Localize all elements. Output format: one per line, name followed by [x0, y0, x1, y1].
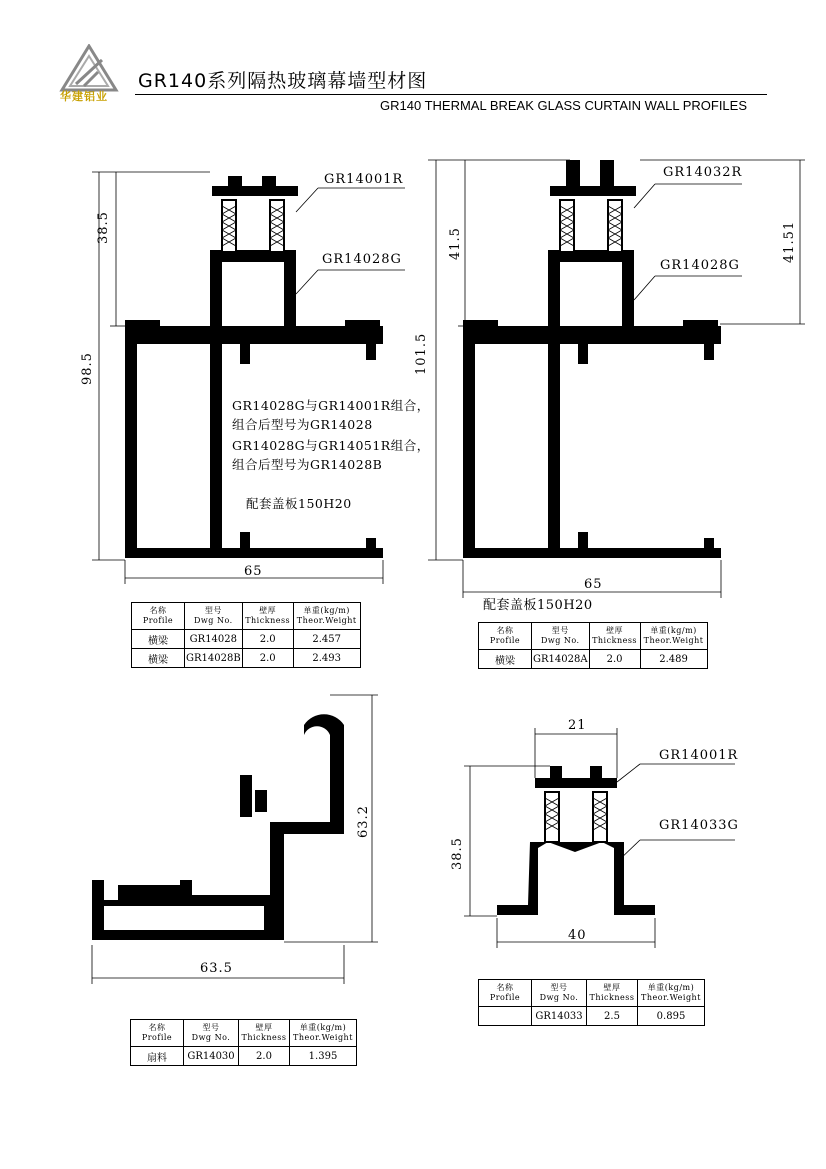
- dim-63-5: 63.5: [200, 961, 233, 976]
- callout-gr14033g: GR14033G: [659, 818, 739, 833]
- profile-gr14030: [92, 714, 344, 940]
- callout-gr14032r: GR14032R: [663, 165, 743, 180]
- cover-note-2: 配套盖板150H20: [483, 598, 593, 613]
- table-row: 扇料 GR14030 2.0 1.395: [131, 1047, 357, 1066]
- table-row: 横梁 GR14028A 2.0 2.489: [479, 650, 708, 669]
- spec-table-2: 名称 Profile 型号 Dwg No. 壁厚 Thickness 单重(kg/m) Theor.Weight 横梁 GR14028A 2.0 2.489: [478, 622, 708, 669]
- dim-41-5: 41.5: [448, 227, 463, 260]
- callout-gr14028g: GR14028G: [322, 252, 402, 267]
- callout-gr14001r-2: GR14001R: [659, 748, 739, 763]
- dim-65: 65: [244, 564, 263, 579]
- th-profile: 名称 Profile: [132, 603, 185, 630]
- note-line-3: GR14028G与GR14051R组合，: [232, 438, 430, 453]
- th-weight: 单重(kg/m) Theor.Weight: [293, 603, 360, 630]
- th-dwg: 型号 Dwg No.: [185, 603, 243, 630]
- th-thickness: 壁厚 Thickness: [242, 603, 293, 630]
- profile-gr14028a: [463, 160, 721, 558]
- dim-21: 21: [568, 718, 587, 733]
- note-line-4: 组合后型号为GR14028B: [232, 457, 383, 472]
- dim-38-5-b: 38.5: [450, 837, 465, 870]
- table-row: GR14033 2.5 0.895: [479, 1007, 705, 1026]
- dim-63-2: 63.2: [356, 805, 371, 838]
- page-title-en: GR140 THERMAL BREAK GLASS CURTAIN WALL PROFILES: [380, 98, 747, 113]
- spec-table-3: 名称 Profile 型号 Dwg No. 壁厚 Thickness 单重(kg/m) Theor.Weight 扇料 GR14030 2.0 1.395: [130, 1019, 357, 1066]
- note-line-2: 组合后型号为GR14028: [232, 417, 373, 432]
- table-row: 横梁 GR14028 2.0 2.457: [132, 630, 361, 649]
- combo-note: [232, 396, 430, 474]
- callout-gr14028g-2: GR14028G: [660, 258, 740, 273]
- dim-98-5: 98.5: [80, 352, 95, 385]
- callout-gr14001r: GR14001R: [324, 172, 404, 187]
- dim-65-2: 65: [584, 577, 603, 592]
- spec-table-4: 名称 Profile 型号 Dwg No. 壁厚 Thickness 单重(kg/m) Theor.Weight GR14033 2.5 0.895: [478, 979, 705, 1026]
- dim-40: 40: [568, 928, 587, 943]
- dims-drawing1: [92, 172, 405, 584]
- dim-41-51: 41.51: [782, 220, 797, 263]
- spec-table-1: [131, 602, 361, 668]
- profile-gr14033: [497, 766, 655, 915]
- cover-note-1: 配套盖板150H20: [246, 496, 352, 511]
- dim-101-5: 101.5: [414, 332, 429, 375]
- page-title-cn: GR140系列隔热玻璃幕墙型材图: [138, 70, 428, 92]
- dim-38-5: 38.5: [96, 211, 111, 244]
- logo-text: 华建铝业: [60, 90, 108, 103]
- note-line-1: GR14028G与GR14001R组合，: [232, 398, 430, 413]
- table-row: 横梁 GR14028B 2.0 2.493: [132, 649, 361, 668]
